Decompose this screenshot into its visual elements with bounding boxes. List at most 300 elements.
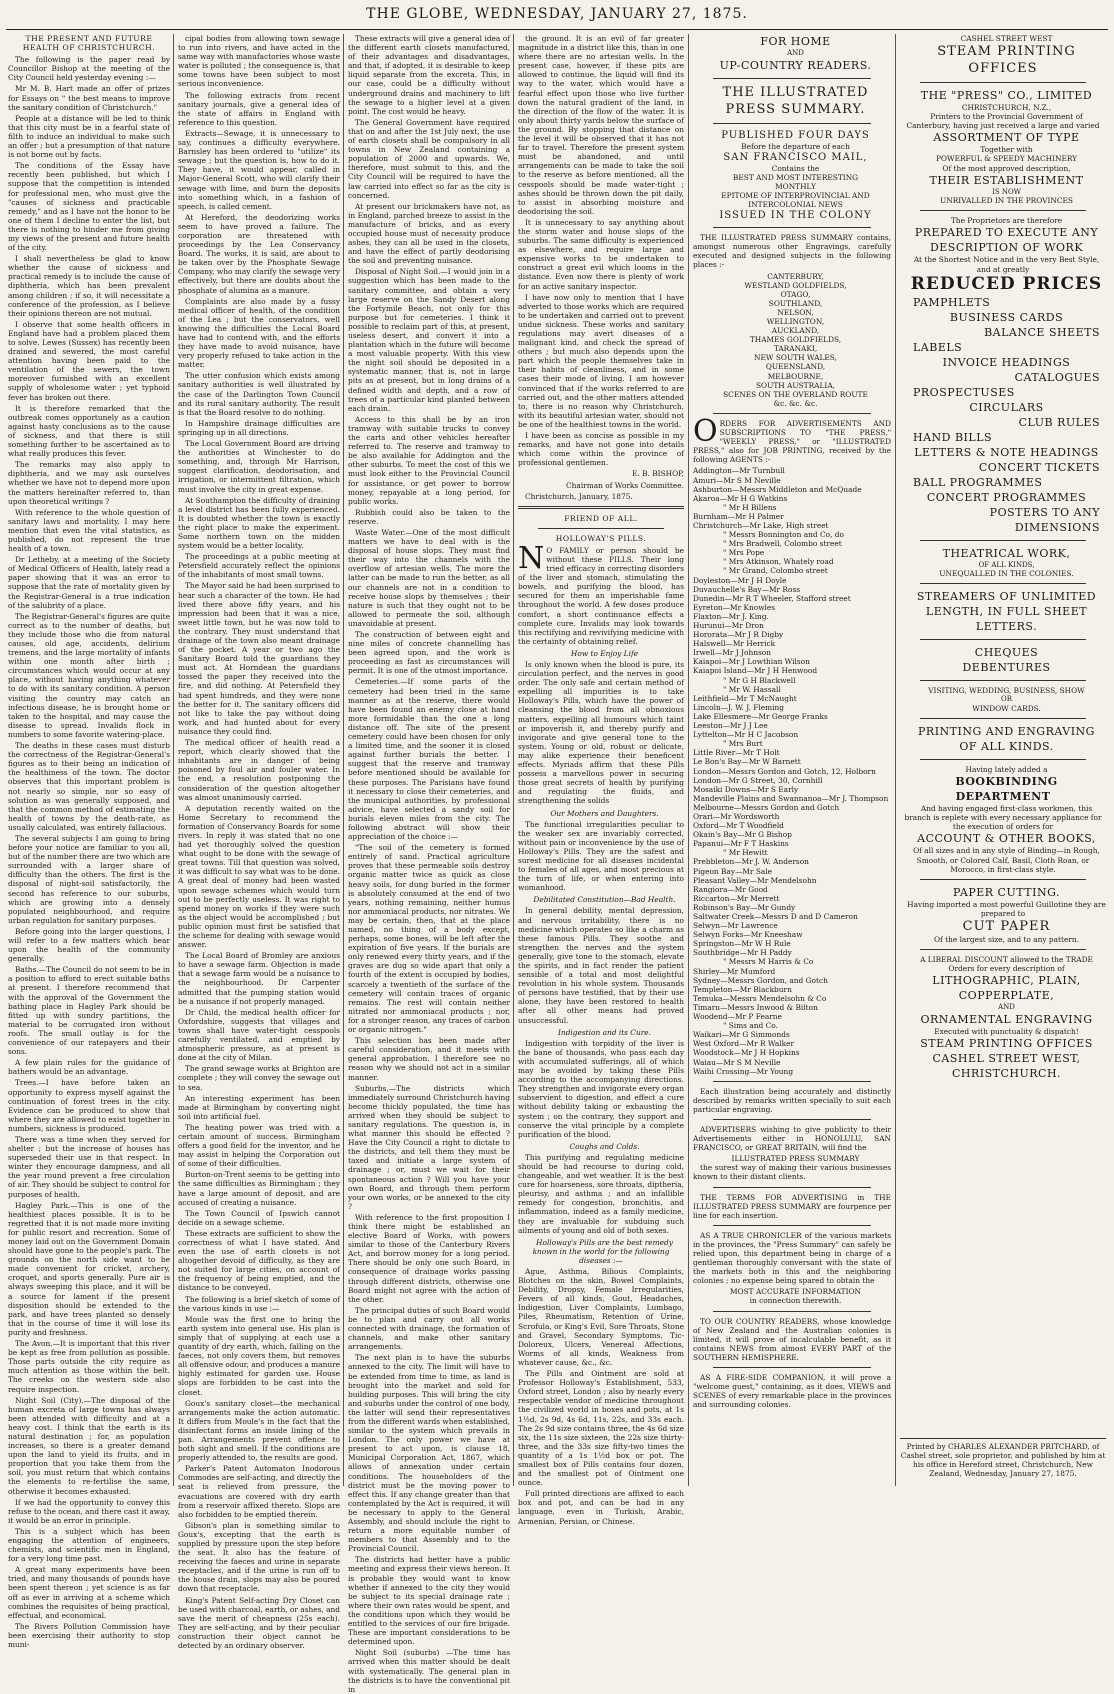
agent-item: " Mrs Bradwell, Colombo street <box>723 539 842 549</box>
paragraph: The districts had better have a public meeting and express their views hereon. It is probable they would want to know whether if annexed to the city they would be subject to its special drainage rate ; where their own rates would be spent, and the conditions upon which they would be entitled to the services of our fire brigade. These are important considerations to be determined upon. <box>348 1555 510 1647</box>
agent-item: Melbourne—Messrs Gordon and Gotch <box>693 802 840 812</box>
agent-item: Pleasant Valley—Mr Mendelsohn <box>693 875 817 885</box>
paragraph: Gibson's plan is something similar to Goux's, excepting that the earth is supplied by pressure upon the step before the seat. It also has the feature of receiving the faeces and urine in separate receptacles, and if the urine is run off to the house drain, slops may also be poured down that receptacle. <box>178 1520 340 1594</box>
printer-imprint: Printed by CHARLES ALEXANDER PRITCHARD, of Cashel street, sole proprietor, and published by him at his office in Hereford street, Christchurch, New Zealand, Wednesday, January 27, 1875. <box>900 1438 1106 1478</box>
service-item: BUSINESS CARDS <box>949 310 1064 324</box>
agent-item: " Sims and Co. <box>723 1021 778 1031</box>
agent-item: Saltwater Creek—Messrs D and D Cameron <box>693 912 858 921</box>
ad-line: &c. &c. &c. <box>773 398 818 408</box>
ad-line: POWERFUL & SPEEDY MACHINERY <box>935 154 1078 164</box>
paragraph: The heating power was tried with a certain amount of success. Birmingham offers a good field for the inventor, and he may assist in helping the Corporation out of some of their difficulties. <box>178 1122 340 1169</box>
ad-line: DESCRIPTION OF WORK <box>929 241 1084 255</box>
divider <box>920 210 1086 211</box>
agent-item: " Mrs Pope <box>723 548 765 558</box>
paragraph: Hagley Park.—This is one of the healthiest places possible. It is to be regretted that it is not made more inviting for public resort and recreation. Some of money laid out on the Government Domain should have gone to the people's park. The grounds on the north side want to be made convenient for cricket, archery, croquet, and sports generally. Pure air is always sweeping this place, and it will be a source for lament if the present disposition should be extended to the park, and have trees planted so densely that in the course of time it will lose its purity and freshness. <box>8 1200 170 1337</box>
paragraph: Complaints are also made by a fussy medical officer of health, of the condition of the Lea ; but the conservators, well knowing the difficulties the Local Board have had to contend with, and the efforts they have made to avoid nuisance, have very properly refused to take action in the matter. <box>178 296 340 370</box>
ad-line: UNEQUALLED IN THE COLONIES. <box>939 569 1074 579</box>
signature: E. B. BISHOP, <box>632 469 684 479</box>
agent-item: Amuri—Mr S M Neville <box>693 475 781 485</box>
agent-item: Rangiora—Mr Good <box>693 884 768 894</box>
paragraph: Burton-on-Trent seems to be getting into the same difficulties as Birmingham ; they have a large amount of deposit, and are accused of creating a nuisance. <box>178 1170 340 1207</box>
paragraph: Parker's Patent Automaton Inodorous Commodes are self-acting, and directly the seat is relieved from pressure, the evacuations are covered with dry earth from a reservoir affixed thereto. Slops are also forbidden to be emptied therein. <box>178 1464 340 1519</box>
paragraph: The next plan is to have the suburbs annexed to the city. The limit will have to be extended from time to time, as land is brought into the market and sold for building purposes. This will bring the city and suburbs under the control of one body, the latter will send their representatives from the different wards when established, similar to the system which prevails in London. The only power we have at present to act upon, is clause 18, Municipal Corporation Act, 1867, which allows of annexation under certain conditions. The householders of the district must be the moving power to effect this. If any change greater than that contemplated by the Act is required, it will be necessary to apply to the General Assembly, and should include the right to return a more equitable number of members to that Assembly and to the Provincial Council. <box>348 1353 510 1554</box>
ad-line: UNRIVALLED IN THE PROVINCES <box>940 196 1073 206</box>
paragraph: The following is the paper read by Councillor Bishop at the meeting of the City Council held yesterday evening :— <box>8 55 170 83</box>
ad-line: Contains the <box>771 163 820 173</box>
section-heading: Our Mothers and Daughters. <box>550 808 659 818</box>
agent-item: Oxford—Mr T Woodfield <box>693 821 784 831</box>
paragraph: The principal duties of such Board would be to plan and carry out all works connected with drainage, the formation of channels, and make other sanitary arrangements. <box>348 1305 510 1352</box>
agent-item: Dunedin—Mr R T Wheeler, Stafford street <box>693 593 851 603</box>
services-list <box>900 295 1106 535</box>
ad-line: The Proprietors are therefore <box>950 216 1063 226</box>
paragraph: Mr M. B. Hart made an offer of prizes for Essays on " the best means to improve the sanitary condition of Christchurch." <box>8 84 170 112</box>
place-item: MELBOURNE, <box>767 371 824 381</box>
agent-item: Springston—Mr W H Rule <box>693 939 791 949</box>
column-1 <box>8 34 170 1650</box>
paragraph: Night Soil (City).—The disposal of the human excreta of large towns has always been attended with difficulty and at a heavy cost. I think that the earth is its natural destination ; for, as population increases, so there is a greater demand upon the land to yield its fruits, and in proportion that you take them from the soil, you must return that which contains the elements to re-fertilise the same, otherwise it becomes exhausted. <box>8 1395 170 1496</box>
ad-line: Of the largest size, and to any pattern. <box>933 934 1080 944</box>
place-item: SCENES ON THE OVERLAND ROUTE <box>723 389 868 399</box>
ad-line: Of all sizes and in any style of Binding—in Rough, Smooth, or Colored Calf, Basil, Cloth Roan, or Morocco, in first-class style. <box>913 846 1100 874</box>
agent-item: London—Messrs Gordon and Gotch, 12, Holborn <box>693 766 876 776</box>
ad-text: TO OUR COUNTRY READERS, whose knowledge of New Zealand and the Australian colonies is limited, it will prove of incalculable benefit, as it contains NEWS from almost EVERY PART of the SOUTHERN HEMISPHERE. <box>693 1316 891 1362</box>
ad-line: PREPARED TO EXECUTE ANY <box>914 226 1099 240</box>
agent-item: " Messrs Bonnington and Co, do <box>723 530 844 540</box>
agent-item: Temuka—Messrs Mendelsohn & Co <box>693 993 827 1003</box>
paragraph: Moule was the first one to bring the earth system into general use. His plan is simply that of supplying at each use a quantity of dry earth, which, falling on the faeces, not only covers them, but removes all offensive odour, and produces a manure highly estimated for garden use. House slops are forbidden to be cast into the closet. <box>178 1314 340 1397</box>
agent-item: Waikari—Mr G Simmonds <box>693 1030 790 1040</box>
paragraph: The conditions of the Essay have recently been published, but which I suppose that the competition is intended for professional men, who must give the "causes of sickness and practicable remedy," and as I have not the honor to be one of them I decline to enter the list, but there is nothing to hinder me from giving my views of the present and future health of the city. <box>8 161 170 253</box>
agent-item: Hororata—Mr J R Digby <box>693 630 784 640</box>
paragraph: A great many experiments have been tried, and many thousands of pounds have been spent thereon ; yet science is as far off as ever in arriving at a scheme which combines the requisites of being practical, effectual, and economical. <box>8 1565 170 1620</box>
paragraph: The Registrar-General's figures are quite correct as to the number of deaths, but they include those who die from natural causes, old age, accidents, delirium tremens, and the large mortality of infants within one month after birth ; circumstances which would occur at any place, without having anything whatever to do with its sanitary condition. A person visiting the country may catch an infectious disease, he is brought home or taken to the hospital, and may cause the disease to spread. Invalids flock in numbers to some favorite watering-place. <box>8 611 170 739</box>
agent-item: Mandeville Plains and Swannanoa—Mr J. Thompson <box>693 793 889 803</box>
service-item: LETTERS & NOTE HEADINGS <box>914 445 1099 459</box>
place-item: QUEENSLAND, <box>765 362 826 372</box>
paragraph: The Rivers Pollution Commission have been exercising their authority to stop muni- <box>8 1621 170 1650</box>
ad-line: ISSUED IN THE COLONY <box>719 210 872 222</box>
paragraph: The grand sewage works at Brighton are complete ; they will convey the sewage out to sea. <box>178 1064 340 1092</box>
service-item: BALANCE SHEETS <box>984 325 1100 339</box>
ad-closing <box>518 1369 684 1526</box>
agent-item: " Mr W. Hassall <box>723 684 781 694</box>
ad-line: Orders for every description of <box>948 964 1065 974</box>
paragraph: This is a subject which has been engaging the attention of engineers, chemists, and scientific men in England, for a very long time past. <box>8 1526 170 1564</box>
ad-line: CHRISTCHURCH, N.Z., <box>961 103 1052 113</box>
service-item: CONCERT PROGRAMMES <box>926 490 1087 504</box>
column-5 <box>693 34 891 1486</box>
ad-title: STEAM PRINTING OFFICES <box>937 44 1076 77</box>
paragraph: The Pills and Ointment are sold at Professor Holloway's Establishment, 533, Oxford street, London ; also by nearly every respectable vendor of medicine throughout the civilized world in boxes and pots, at 1s 1½d, 2s 9d, 4s 6d, 11s, 22s, and 33s each. The 2s 9d size contains three, the 4s 6d size six, the 11s size sixteen, the 22s size thirty-three, and the 33s size fifty-two times the quantity of a 1s 1½d box or pot. The smallest box of Pills contains four dozen, and the smallest pot of Ointment one ounce. <box>518 1369 685 1488</box>
ad-line: Of the most approved description, <box>942 163 1071 173</box>
ad-line: BOOKBINDING DEPARTMENT <box>955 775 1058 804</box>
paragraph: In Hampshire drainage difficulties are springing up in all directions. <box>178 418 340 437</box>
divider <box>713 413 871 414</box>
column-rule <box>173 34 174 1486</box>
paragraph: These extracts will give a general idea of the different earth closets manufactured, of their advantages and disadvantages, and that, if adopted, it is desirable to keep liquid separate from the excreta. This, in our case, could be a difficulty without underground drains and machinery to lift the sewage to a higher level at a given point. The cost would be heavy. <box>348 34 510 116</box>
agent-item: Doyleston—Mr J H Doyle <box>693 575 787 585</box>
place-item: CANTERBURY, <box>767 271 824 281</box>
ad-line: Together with <box>980 145 1033 155</box>
agent-item: " Messrs M Harris & Co <box>723 957 814 967</box>
agent-item: Orari—Mr Wordsworth <box>693 811 780 821</box>
paragraph: Ague, Asthma, Bilious Complaints, Blotches on the skin, Bowel Complaints, Debility, Dropsy, Female Irregularities, Fevers of all kinds, Gout, Headaches, Indigestion, Liver Complaints, Lumbago, Piles, Rheumatism, Retention of Urine, Scrofula, or King's Evil, Sore Throats, Stone and Gravel, Secondary Symptoms, Tic-Doloreux, Ulcers, Venereal Affections, Worms of all kinds, Weakness from whatever cause, &c., &c. <box>518 1267 684 1367</box>
agent-item: Mosaiki Downs—Mr S Early <box>693 784 799 794</box>
service-item: CLUB RULES <box>1018 415 1100 429</box>
ad-line: ASSORTMENT OF TYPE <box>933 131 1080 145</box>
ad-line: LITHOGRAPHIC, PLAIN, <box>932 974 1081 988</box>
paragraph: Trees.—I have before taken an opportunity to express myself against the continuation of forest trees in the city. Evidence can be produced to show that where they are allowed to exist together in numbers, sickness is produced. <box>8 1078 170 1133</box>
ad-line: PRINTING AND ENGRAVING <box>918 725 1095 739</box>
paragraph: At Southampton the difficulty of draining a level district has been fully experienced. It is doubted whether the town is exactly the right place to make the experiment. Some northern town on the midden system would be a better locality. <box>178 495 340 551</box>
ad-intro: O FAMILY or person should be without these PILLS. Their long tried efficacy in correcting disorders of the liver and stomach, stimulating the bowels, and purifying the blood, has secured for them an imperishable fame throughout the world. A few doses produce comfort, a short continuance effects a complete cure. Invalids may look towards this rectifying and revivifying medicine with the certainty of obtaining relief. <box>518 545 684 646</box>
place-item: WELLINGTON, <box>766 317 825 326</box>
ad-line: PAPER CUTTING. <box>953 885 1060 899</box>
paragraph: This purifying and regulating medicine should be had recourse to during cold, changeable, and wet weather. It is the best cure for hoarseness, sore throats, diptheria, pleurisy, and asthma ; and an infallible remedy for congestion, bronchitis, and inflammation, indeed as a family medicine, they are invaluable for subduing such ailments of young and old of both sexes. <box>518 1152 684 1235</box>
column-rule <box>688 34 689 1486</box>
paragraph: The General Government have required that on and after the 1st July next, the use of earth closets shall be compulsory in all towns in New Zealand containing a population of 2000 and upwards. We, therefore, must submit to this, and the City Council will be required to have the law carried into effect so far as the city is concerned. <box>348 117 510 200</box>
place-item: TARANAKI, <box>773 344 818 354</box>
divider <box>920 583 1086 584</box>
ad-line: OR <box>1000 695 1012 704</box>
place-item: AUCKLAND, <box>771 326 820 336</box>
agent-item: Eyreton—Mr Knowles <box>693 602 776 612</box>
agent-item: Okain's Bay—Mr G Bishop <box>693 830 792 840</box>
agent-item: " Mr G H Blackwell <box>723 675 796 685</box>
paragraph: Full printed directions are affixed to each box and pot, and can be had in any language, even in Turkish, Arabic, Armenian, Persian, or Chinese. <box>518 1489 684 1526</box>
ad-line: A LIBERAL DISCOUNT allowed to the TRADE <box>920 955 1093 965</box>
place-item: WESTLAND GOLDFIELDS, <box>744 280 847 290</box>
paragraph: It is unnecessary to say anything about the storm water and house slops of the suburbs. The same difficulty is experienced as elsewhere, and require large and expensive works to be undertaken to construct a great evil which looms in the distance. Even now there is plenty of work for an active sanitary inspector. <box>518 217 684 291</box>
paragraph: A few plain rules for the guidance of bathers would be an advantage. <box>8 1058 170 1077</box>
places-list <box>693 272 891 399</box>
masthead-rule <box>6 29 1108 30</box>
agent-item: Waiau—Mr S M Neville <box>693 1057 781 1067</box>
ad-line: Before the departure of each <box>741 141 850 151</box>
ad-line: COPPERPLATE, <box>958 989 1055 1003</box>
ad-line: OF ALL KINDS. <box>959 740 1054 754</box>
ad-line: At the Shortest Notice and in the very Best Style, and at greatly <box>913 255 1100 274</box>
agent-item: London—Mr G Street, 30, Cornhill <box>693 775 823 785</box>
divider <box>713 227 871 228</box>
agent-item: West Oxford—Mr R Walker <box>693 1039 795 1049</box>
service-item: POSTERS TO ANY DIMENSIONS <box>989 505 1100 534</box>
place-item: OTAGO, <box>780 289 811 299</box>
ad-line: STREAMERS OF UNLIMITED <box>916 590 1097 604</box>
agent-item: Burnham—Mr H Palmer <box>693 511 784 521</box>
paragraph: The following is a brief sketch of some of the various kinds in use :— <box>178 1294 340 1313</box>
ad-line: STEAM PRINTING OFFICES <box>920 1036 1093 1050</box>
article-body <box>178 34 340 1650</box>
masthead: THE GLOBE, WEDNESDAY, JANUARY 27, 1875. <box>366 6 748 22</box>
divider <box>920 949 1086 950</box>
paragraph: Night Soil (suburbs) —The time has arrived when this matter should be dealt with systematically. The general plan in the districts is to have the conventional pit in <box>348 1648 510 1694</box>
ad-line: THEATRICAL WORK, <box>942 546 1071 560</box>
ad-line: CHEQUES <box>974 646 1039 660</box>
agent-item: Southbridge—Mr H Paddy <box>693 948 792 958</box>
paragraph: These extracts are sufficient to show the correctness of what I have stated. And even the use of earth closets is not altogether devoid of difficulty, as they are not suited for large cities, on account of the frequency of being emptied, and the distance to be conveyed. <box>178 1228 340 1293</box>
divider <box>920 639 1086 640</box>
ad-text: the surest way of making their various businesses known to their distant clients. <box>693 1163 891 1182</box>
ad-head: FOR HOME <box>760 35 831 48</box>
paragraph: Dr Child, the medical health officer for Oxfordshire, suggests that villages and towns shall have water-tight cesspools carefully ventilated, and emptied by atmospheric pressure, as at present is done at the city of Milan. <box>178 1007 340 1063</box>
agent-item: Woodstock—Mr J H Hopkins <box>693 1048 800 1058</box>
agent-item: Robinson's Bay—Mr Gundy <box>693 902 796 912</box>
ad-line: VISITING, WEDDING, BUSINESS, SHOW <box>928 686 1085 696</box>
ad-head-and: AND <box>787 49 804 57</box>
agent-item: Little River—Mr T Holt <box>693 748 780 758</box>
ad-line: DEBENTURES <box>962 661 1051 675</box>
ad-text: RDERS FOR ADVERTISEMENTS AND SUBSCRIPTIONS TO "THE PRESS," "WEEKLY PRESS," or "ILLUSTRATED PRESS," also for JOB PRINTING, received by the following AGENTS :- <box>693 418 891 465</box>
agent-item: Kaiapoi—Mr J Lowthian Wilson <box>693 657 810 667</box>
divider <box>920 82 1086 83</box>
column-rule <box>343 34 344 1486</box>
paragraph: The Local Government Board are driving the authorities at Winchester to do something, and, through Mr Harrison, suggest clarification, deodorisation, and irrigation, or intermittent filtration, which must involve the city in great expense. <box>178 439 340 494</box>
column-rule <box>895 34 896 1486</box>
agent-item: Timaru—Messrs Inwood & Bilton <box>693 1002 818 1012</box>
agent-item: Sydney—Messrs Gordon, and Gotch <box>693 975 828 985</box>
paragraph: The utter confusion which exists among sanitary authorities is well illustrated by the case of the Darlington Town Council and its rural sanitary authority. The result is that the Board resolve to do nothing. <box>178 371 340 417</box>
agent-item: " Mrs Atkinson, Whately road <box>723 557 834 567</box>
service-item: PROSPECTUSES <box>913 385 1015 399</box>
agent-item: Christchurch—Mr Lake, High street <box>693 520 829 530</box>
drop-cap: N <box>518 540 545 576</box>
paragraph: At Hereford, the deodorizing works seem to have proved a failure. The corporation are threatened with proceedings by the Lea Conservancy Board. The works, it is said, are about to be taken over by the Phosphate Sewage Company, who may clarify the sewage very effectively, but there are doubts about the phosphate of alumina as a manure. <box>178 212 340 295</box>
ad-line: Having imported a most powerful Guillotine they are prepared to <box>907 899 1106 918</box>
ad-text: THE ILLUSTRATED PRESS SUMMARY contains, amongst numerous other Engravings, carefully executed and designed subjects in the following places :- <box>693 233 891 270</box>
section-heading: Indigestion and its Cure. <box>558 1027 651 1037</box>
section-title: FRIEND OF ALL. <box>564 513 638 523</box>
ad-text: THE TERMS FOR ADVERTISING in THE ILLUSTRATED PRESS SUMMARY are fourpence per line for each insertion. <box>693 1192 891 1220</box>
divider <box>713 123 871 124</box>
paragraph: cipal bodies from allowing town sewage to run into rivers, and have acted in the same way with manufactories whose waste water is polluted ; the consequence is, that some towns have been subject to most serious inconvenience. <box>178 34 340 89</box>
ad-line: ORNAMENTAL ENGRAVING <box>920 1012 1093 1026</box>
ad-line: Having lately added a <box>965 765 1048 775</box>
paragraph: The Local Board of Bromley are anxious to have a sewage farm. Objection is made that a sewage farm would be a nuisance to the neighbourhood. Dr Carpenter admitted that the pumping station would be a nuisance if not properly managed. <box>178 951 340 1006</box>
ad-sections <box>518 649 684 1367</box>
ad-line: MONTHLY <box>775 181 816 191</box>
agent-item: Papanui—Mr F T Haskins <box>693 839 789 849</box>
place-item: NELSON, <box>777 307 814 317</box>
paragraph: In general debility, mental depression, and nervous irritability, there is no medicine which operates so like a charm as these famous Pills. They soothe and strengthen the nerves and the system generally, give tone to the stomach, elevate the spirits, and in fact render the patient sensible of a total and most delightful revolution in his whole system. Thousands of persons have testified, that by their use alone, they have been restored to health after all other means had proved unsuccessful. <box>518 906 684 1025</box>
ad-text: AS A FIRE-SIDE COMPANION, it will prove a "welcome guest," containing, as it does, VIEWS and SCENES of every remarkable place in the provinces and surrounding colonies. <box>693 1373 891 1410</box>
service-item: INVOICE HEADINGS <box>942 355 1071 369</box>
paragraph: Goux's sanitary closet—the mechanical arrangements make the action automatic. It differs from Moule's in the fact that the disinfectant forms an inside lining of the pan. Arrangements prevent offence to both sight and smell. If the conditions are properly attended to, the results are good. <box>178 1398 340 1463</box>
agent-item: Waihi Crossing—Mr Young <box>693 1066 794 1076</box>
ad-title: HOLLOWAY'S PILLS. <box>555 533 647 543</box>
agent-item: " Mr Grand, Colombo street <box>723 566 828 576</box>
paragraph: People at a distance will be led to think that this city must be in a fearful state of filth to induce an individual to make such an offer ; but a presumption of that nature is not borne out by facts. <box>8 113 170 160</box>
agent-item: " Mrs Burt <box>723 739 763 749</box>
divider <box>920 718 1086 719</box>
ad-title: PRESS SUMMARY. <box>725 101 866 117</box>
divider <box>920 879 1086 880</box>
paragraph: There was a time when they served for shelter ; but the increase of houses has superseded their use in that respect. In winter they encourage dampness, and all the year round prevent a free circulation of air. They should be subject to control for purposes of health. <box>8 1134 170 1199</box>
ad-line: And having engaged first-class workmen, this branch is replete with every necessary appliance for the execution of orders for <box>904 804 1102 832</box>
paragraph: If we had the opportunity to convey this refuse to the ocean, and there cast it away, it would be an error in principle. <box>8 1497 170 1525</box>
agent-item: Flaxton—Mr J. King. <box>693 611 769 621</box>
ad-line: CASHEL STREET WEST, <box>932 1051 1081 1065</box>
article-body <box>518 34 684 467</box>
ad-text: AS A TRUE CHRONICLER of the various markets in the provinces, the "Press Summary" can safely be relied upon, this department being in charge of a gentleman thoroughly conversant with the state of the markets both in this and the neighboring colonies ; no expense being spared to obtain the <box>693 1230 891 1286</box>
divider <box>713 1119 871 1120</box>
paragraph: The remarks may also apply to diphtheria, and we may ask ourselves whether we have not to depend more upon the matters hereinafter referred to, than upon theoretical writings ? <box>8 460 170 506</box>
paragraph: This selection has been made after careful consideration, and it meets with general approbation. I therefore see no reason why we should not act in a similar manner. <box>348 1036 510 1082</box>
ad-line: SAN FRANCISCO MAIL, <box>723 151 868 163</box>
agent-item: Le Bon's Bay—Mr W Barnett <box>693 757 801 767</box>
ad-line: LENGTH, IN FULL SHEET <box>925 605 1088 619</box>
section-heading: Holloway's Pills are the best remedy known in the world for the following diseases :— <box>532 1237 673 1265</box>
place-item: THAMES GOLDFIELDS, <box>749 335 842 345</box>
paragraph: At present our brickmakers have not, as in England, parched breeze to assist in the manufacture of bricks, and as every occupied house must of necessity produce ashes, they can all be used in the closets, and have the effect of partly deodorising the soil and preventing nuisance. <box>348 201 510 266</box>
agent-item: Woodend—Mr P Fearne <box>693 1012 782 1022</box>
service-item: CATALOGUES <box>1014 370 1100 384</box>
agent-item: Shirley—Mr Mumford <box>693 966 776 976</box>
section-heading: Debilitated Constitution—Bad Health. <box>533 895 676 905</box>
paragraph: The Mayor said he had been surprised to hear such a character of the town. He had lived there above fifty years, and his impression had been that it was a nice, sweet little town, but he was now told to the contrary. They must understand that drainage of the town also meant drainage of the pocket. A year or two ago the Sanitary Board told the guardians they must act. At Horndean the guardians tossed the paper they received into the fire, and did nothing. At Petersfield they had spent hundreds, and they were none the better for it. The sanitary officers did not like to take the pay without doing work, and had hunted about for every nuisance they could find. <box>178 581 340 736</box>
agent-item: Selwyn Forks—Mr Kneeshaw <box>693 930 803 940</box>
agent-item: Lincoln—J. W. J. Fleming <box>693 702 785 712</box>
agent-item: Pigeon Bay—Mr Sale <box>693 866 773 876</box>
ad-text: ADVERTISERS wishing to give publicity to their Advertisements either in HONOLULU, SAN FRANCISCO, or GREAT BRITAIN, will find the <box>693 1124 891 1153</box>
paragraph: Rubbish could also be taken to the reserve. <box>348 507 510 526</box>
place-item: SOUTHLAND, <box>768 298 823 308</box>
ad-line: THEIR ESTABLISHMENT <box>929 173 1084 187</box>
agent-item: Hurunui—Mr Dron <box>693 621 764 630</box>
paragraph: I have been as concise as possible in my remarks, and have not gone into details which come within the province of professional gentlemen. <box>518 431 684 468</box>
article-title: THE PRESENT AND FUTURE HEALTH OF CHRISTCHURCH. <box>22 34 156 53</box>
paragraph: Is only known when the blood is pure, its circulation perfect, and the nerves in good order. The only safe and certain method of expelling all impurities is to take Holloway's Pills, which have the power of cleansing the blood from all obnoxious matters, expelling all humours which taint or impoverish it, and thereby purify and invigorate and give general tone to the system. Young or old, robust or delicate, may alike experience their beneficent effects. Myriads affirm that these Pills possess a marvellous power in securing those great secrets of health by purifying and regulating the fluids, and strengthening the solids <box>518 660 684 806</box>
ad-line: CUT PAPER <box>962 918 1051 934</box>
ad-line: AND <box>998 1003 1015 1012</box>
agent-item: Duvauchelle's Bay—Mr Ross <box>693 584 801 594</box>
paragraph: I observe that some health officers in England have had a problem placed them to solve. Lewes (Sussex) has recently been drained and sewered, the most careful attention having been paid to the ventilation of the sewers, the town moreover furnished with an excellent supply of wholesome water ; yet typhoid fever has broken out there. <box>8 319 170 402</box>
divider <box>713 1081 871 1082</box>
paragraph: The proceedings at a public meeting at Petersfield accurately reflect the opinions of the inhabitants of most small towns. <box>178 552 340 580</box>
paragraph: The Avon.—It is important that this river be kept as free from pollution as possible. Those parts outside the city require as much attention as those within the belt. The creeks on the western side also require inspection. <box>8 1339 170 1394</box>
ad-line: CASHEL STREET WEST <box>960 34 1053 43</box>
agent-item: Leeston—Mr J J Lee <box>693 721 768 731</box>
agent-item: Lyttelton—Mr H C Jacobson <box>693 730 799 740</box>
service-item: CONCERT TICKETS <box>978 460 1100 474</box>
place-item: SOUTH AUSTRALIA, <box>755 380 836 390</box>
ad-line: OF ALL KINDS, <box>978 560 1035 569</box>
ad-text: Each illustration being accurately and distinctly described by remarks written specially to suit each particular engraving. <box>693 1086 891 1114</box>
paragraph: the ground. It is an evil of far greater magnitude in a district like this, than in one where there are no artesian wells. In the present case, however, if these pits are allowed to continue, the liquid will find its way to the water, which would have a fearful effect upon those who live further down the natural gradient of the land, in the direction of the flow of the water. It is only about thirty yards below the surface of the ground. By stopping that distance on the level it will be observed that it has not far to travel. Therefore the present system must be abandoned, and until arrangements can be made to take the soil to the reserve as before mentioned, all the cesspools should be made water-tight ; ashes should be thrown down the pit daily, to assist in absorbing moisture and deodorising the soil. <box>518 34 684 216</box>
ad-line: BEST AND MOST INTERESTING <box>732 172 859 182</box>
agent-item: Halswell—Mr Herrick <box>693 639 776 649</box>
section-heading: How to Enjoy Life <box>570 648 639 658</box>
paragraph: Before going into the larger questions, I will refer to a few matters which bear upon the health of the community generally. <box>8 926 170 964</box>
ad-line: in connection therewith. <box>749 1296 842 1306</box>
agent-item: Prebbleton—Mr J. W. Anderson <box>693 857 809 867</box>
paragraph: I have now only to mention that I have adverted to those works which are required to be undertaken and carried out to prevent undue sickness. These works and sanitary regulations may avert diseases of a malignant kind, and check the spread of others ; but much also depends upon the part which the people themselves take in their habits of cleanliness, and in some cases their mode of living. I am however convinced that if the works referred to are carried out, and the other matters attended to, there is no reason why Christchurch, with its beautiful artesian water, should not be one of the healthiest towns in the world. <box>518 292 684 429</box>
service-item: BALL PROGRAMMES <box>913 475 1043 489</box>
paragraph: "The soil of the cemetery is formed entirely of sand. Practical agriculture proves that these permeable soils destroy organic matter twice as quick as close heavy soils, for dung buried in the former is absolutely consumed at the end of two years, nothing remaining, neither humus nor ammoniacal products, nor nitrates. We may be certain, then, that at the place named, no thing of a body except, perhaps, some bones, will be left after the expiration of five years. If the burials are only renewed every thirty years, and if the graves are dug so wide apart that only a fourth of the extent is occupied by bodies, scarcely a twentieth of the surface of the cemetery will contain traces of organic remains. The rest will contain neither nitrated nor ammoniacal products ; nor, for a stronger reason, any traces of carbon or organic nitrogen." <box>348 843 510 1035</box>
divider <box>920 759 1086 760</box>
paragraph: Suburbs.—The districts which immediately surround Christchurch having become thickly populated, the time has arrived when they should be subject to sanitary regulations. The question is, in what manner this should be effected ? Have the City Council a right to dictate to the districts, and tell them they must be taxed and initiate a large system of drainage ; or, must we wait for their spontaneous action ? Will you have your own Board, and through them perform your own works, or be annexed to the city ? <box>348 1083 510 1211</box>
agent-item: Addington—Mr Turnbull <box>693 466 785 476</box>
paragraph: It is therefore remarked that the outbreak comes opportunely as a caution against hasty conclusions as to the cause of sickness, and that there is still something further to be ascertained as to what really produces this fever. <box>8 403 170 459</box>
service-item: PAMPHLETS <box>913 295 991 309</box>
article-body <box>8 55 170 1649</box>
paragraph: Indigestion with torpidity of the liver is the bane of thousands, who pass each day with accumulated sufferings, all of which may be avoided by taking these Pills according to the accompanying directions. They strengthen and invigorate every organ subservient to digestion, and effect a cure without debility taking or exhausting the system ; on the contrary, they support and conserve the vital principle by a complete purification of the blood. <box>518 1038 684 1139</box>
ad-line: IS NOW <box>992 187 1021 196</box>
paragraph: Waste Water.—One of the most difficult matters we have to deal with is the disposal of house slops. They must find their way into the channels with the overflow of artesian wells. The more the latter can be made to run the better, as all our channels are not in a condition to receive house slops by themselves ; their nature is such that they ought not to be allowed to permeate the soil, although unavoidable at present. <box>348 527 510 628</box>
service-item: LABELS <box>913 340 963 354</box>
paragraph: Access to this shall be by an iron tramway with suitable trucks to convey the carts and other vehicles hereafter referred to. The reserve and tramway to be also available for Addington and the other suburbs. To meet the cost of this we must look either to the Provincial Council for assistance, or get power to borrow money, repayable at a long period, for public works. <box>348 414 510 506</box>
agents-list <box>693 466 891 1075</box>
paragraph: Dr Letheby, at a meeting of the Society of Medical Officers of Health, lately read a paper showing that it was an error to suppose that the rate of mortality given by the Registrar-General is a true indication of the salubrity of a place. <box>8 555 170 610</box>
drop-cap: O <box>693 413 718 449</box>
divider <box>518 506 684 509</box>
agent-item: Leithfield—Mr T McNaught <box>693 693 797 703</box>
agent-item: Riccarton—Mr Merrett <box>693 893 780 903</box>
agent-item: Irwell—Mr J Johnson <box>693 648 771 658</box>
ad-line: ACCOUNT & OTHER BOOKS, <box>917 832 1096 846</box>
service-item: HAND BILLS <box>913 430 993 444</box>
divider <box>713 1311 871 1312</box>
paragraph: Disposal of Night Soil.—I would join in a suggestion which has been made to the sanitary committee, and obtain a very large reserve on the Sandy Desert along the Fortymile Beach, not only for this purpose but for cemeteries. I think it possible to reclaim part of this, at present, useless desert, and convert it into a plantation which in the future will become a most valuable property. With this view the night soil should be deposited in a systematic manner, that is, not in large pits as at present, but in long drains of a defined width and depth, and a row of trees of a particular kind planted between each drain. <box>348 267 510 413</box>
paragraph: The following extracts from recent sanitary journals, give a general idea of the state of affairs in England with reference to this question. <box>178 90 340 127</box>
ad-line: Executed with punctuality & dispatch! <box>934 1026 1079 1036</box>
agent-item: " Mr Hewitt <box>723 848 768 858</box>
signature-date: Christchurch, January, 1875. <box>525 491 633 501</box>
ad-head: UP-COUNTRY READERS. <box>719 58 872 72</box>
article-body <box>348 34 510 1694</box>
divider <box>920 540 1086 541</box>
agent-item: Templeton—Mr Blackburn <box>693 984 792 994</box>
agent-item: Lake Ellesmere—Mr George Franks <box>693 711 828 721</box>
divider <box>713 1225 871 1226</box>
paragraph: With reference to the whole question of sanitary laws and mortality, I may here mention that even the vital statistics, as published, do not represent the true health of a town. <box>8 507 170 554</box>
ad-line: LETTERS. <box>975 620 1038 634</box>
column-6 <box>900 34 1106 1434</box>
ad-line: Printers to the Provincial Government of Canterbury, having just received a large and varied <box>906 112 1100 131</box>
paragraph: The functional irregularities peculiar to the weaker sex are invariably corrected, without pain or inconvenience by the use of Holloway's Pills. They are the safest and surest medicine for all diseases incidental to females of all ages, and most precious at the turn of life, or when entering into womanhood. <box>518 819 684 893</box>
ad-line: MOST ACCURATE INFORMATION <box>729 1287 862 1297</box>
ad-headline: REDUCED PRICES <box>910 273 1103 294</box>
paragraph: The deaths in these cases must disturb the correctness of the Registrar-General's figures as to their being an indication of the healthiness of the town. The doctor observes that this important problem is not nearly so simple, nor so easy of solution as was generally supposed, and that the common method of estimating the health of towns by the death-rate, as usually calculated, was entirely fallacious. <box>8 741 170 832</box>
divider <box>713 1187 871 1188</box>
ad-line: THE "PRESS" CO., LIMITED <box>920 89 1093 103</box>
paragraph: I shall nevertheless be glad to know whether the cause of sickness and practical remedy is to include the cause of diphtheria, which has been prevalent among children ; if so, it will necessitate a conference of the profession, as I believe their opinions thereon are not mutual. <box>8 254 170 318</box>
divider <box>713 1367 871 1368</box>
column-4 <box>518 34 685 1526</box>
ad-line: WINDOW CARDS. <box>972 704 1041 713</box>
divider <box>713 78 871 79</box>
column-rule <box>513 34 514 1486</box>
agent-item: Selwyn—Mr Lawrence <box>693 921 778 931</box>
paragraph: Extracts—Sewage, it is unnecessary to say, continues a difficulty everywhere. Barnsley has been ordered to "utilize" its sewage ; but the question is, how to do it. They have, it would appear, called in Major-General Scott, who will clarify their sewage with lime, and burn the deposits into something which, in a fashion of speech, is called cement. <box>178 128 340 211</box>
paragraph: An interesting experiment has been made at Birmingham by converting night soil into artificial fuel. <box>178 1093 340 1121</box>
paragraph: The medical officer of health read a report, which clearly showed that the inhabitants are in danger of being poisoned by foul air and fouler water. In the end, a resolution postponing the consideration of the question altogether was almost unanimously carried. <box>178 738 340 802</box>
paragraph: The several subjects I am going to bring before your notice are familiar to you all, but of the number there are two which are surrounded with a larger share of difficulty than the others. The first is the disposal of night-soil satisfactorily, the second has reference to our suburbs, which are growing into a densely populated neighbourhood, and require urban regulation for sanitary purposes. <box>8 833 170 925</box>
ad-line: PUBLISHED FOUR DAYS <box>721 129 870 141</box>
ad-title: THE ILLUSTRATED <box>722 84 869 100</box>
place-item: NEW SOUTH WALES, <box>754 353 837 363</box>
paragraph: The Town Council of Ipswich cannot decide on a sewage scheme. <box>178 1208 340 1227</box>
paragraph: With reference to the first proposition I think there might be established an elective Board of Works, with powers similar to those of the Canterbury Rivers Act, and borrow money for a long period. There should be only one such Board, in consequence of drainage works passing through different districts, otherwise one Board might not agree with the action of the other. <box>348 1212 510 1304</box>
ad-line: CHRISTCHURCH. <box>951 1066 1062 1080</box>
column-2 <box>178 34 340 1651</box>
paragraph: Cemeteries.—If some parts of the cemetery had been tried in the same manner as at the reserve, there would have been found an enemy close at hand more formidable than the one a long distance off. The site of the present cemetery could have been chosen for only a limited time, and the sooner it is closed against further burials the better. I suggest that the reserve and tramway before mentioned should be available for these purposes. The Parisians have found it necessary to close their cemeteries, and the municipal authorities, by professional advice, have selected a sandy soil for burials eleven miles from the city. The following abstract will show their appreciation of the choice :— <box>348 677 510 842</box>
signature-role: Chairman of Works Committee. <box>566 480 684 490</box>
service-item: CIRCULARS <box>969 400 1044 414</box>
section-heading: Coughs and Colds. <box>569 1141 640 1151</box>
divider <box>920 680 1086 681</box>
